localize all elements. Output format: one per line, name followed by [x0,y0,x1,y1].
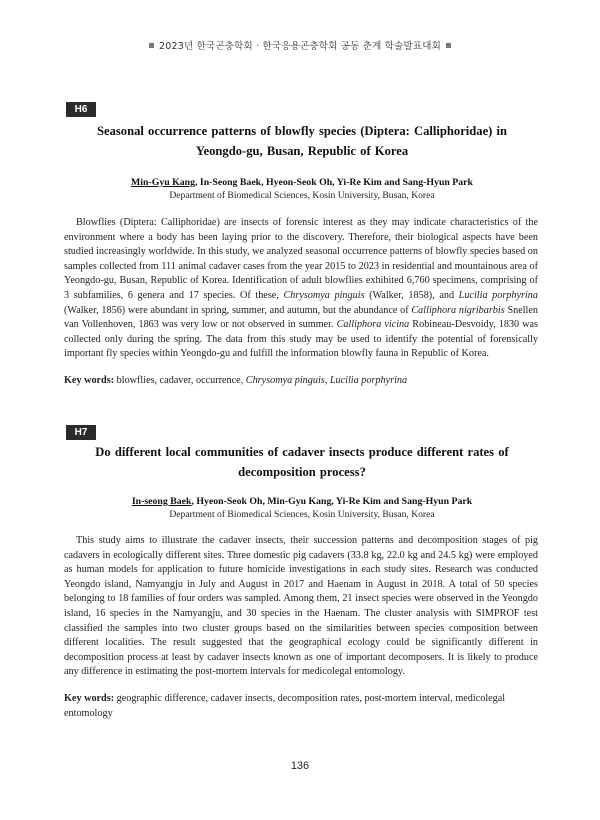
presenting-author: In-seong Baek [131,496,192,507]
keywords-text: geographic difference, cadaver insects, decomposition rates, post-mortem interval, medicolegal entomology [64,693,506,719]
abstract-title [66,121,538,161]
conference-header [0,38,600,52]
body-text: (Walker, 1858), and [364,289,459,301]
author-list [66,176,538,189]
title-line: decomposition process? [238,465,366,479]
species-name: Chrysomya pinguis [283,289,365,301]
keywords-label: Key words: [64,375,115,386]
body-text: Blowflies (Diptera: Calliphoridae) are insects of forensic interest as they may indicate characteristics of the environment where a body has been laying prior to the discovery. Therefore, their biological aspects have been studied increasingly worldwide. In this study, we analyzed seasonal occurrence patterns of blowfly species based on samples collected from 111 animal cadaver cases from the year 2015 to 2023 in residential and mountainous area of Yeongdo-gu, Busan, Republic of Korea. Identification of adult blowflies exhibited 6,760 specimens, comprising of 3 subfamilies, 6 genera and 17 species. Of these, [64,217,538,301]
square-bullet-icon [149,43,154,48]
species-name: Calliphora nigribarbis [411,304,505,316]
keywords [64,692,538,721]
co-authors: , Hyeon-Seok Oh, Min-Gyu Kang, Yi-Re Kim and Sang-Hyun Park [191,496,473,507]
species-name: Chrysomya pinguis [245,375,325,386]
author-list [66,495,538,508]
abstract-body: This study aims to illustrate the cadaver insects, their succession patterns and decomposition stages of pig cadavers in ecologically different sites. Three domestic pig cadavers (33.8 kg, 22.0 kg and 24.5 kg) were employed as human models for application to future homicide investigations in each study sites. Research was conducted Yeongdo island, Namyangju in July and August in 2017 and Haenam in August in 2018. A total of 50 species belonging to 18 families of four orders was sampled. Among them, 21 insect species were observed in the Yeongdo island, 16 species in the Namyangju, and 30 species in the Haenam. The cluster analysis with SIMPROF test classified the samples into two cluster groups based on the similarities between species composition between different localities. The result suggested that the geographical ecology could be significantly different in decomposition process at least by cadaver insects known as one of important decomposers. It is likely to produce any difference in estimating the post-mortem intervals for medicolegal entomology. [64,535,538,678]
title-line: Do different local communities of cadaver insects produce different rates of [95,445,509,459]
affiliation: Department of Biomedical Sciences, Kosin University, Busan, Korea [169,190,435,201]
page-number: 136 [290,760,310,772]
species-name: Lucilia porphyrina [458,289,538,301]
title-line: Yeongdo-gu, Busan, Republic of Korea [195,144,409,158]
presenting-author: Min-Gyu Kang [131,177,195,188]
keywords [64,374,538,389]
square-bullet-icon [446,43,451,48]
abstract-body [64,216,538,362]
title-line: Seasonal occurrence patterns of blowfly species (Diptera: Calliphoridae) in [96,124,508,138]
body-text: Robineau-Desvoidy, 1830 was collected only during the spring. The data from this study may be used to identify the potential of forensically important fly species within Yeongdo-gu and fulfill the information blowfly fauna in Republic of Korea. [64,319,538,360]
keywords-text: blowflies, cadaver, occurrence, [114,375,246,386]
abstract-title [66,442,538,482]
abstract-code-badge: H6 [66,102,96,117]
conference-title: 2023년 한국곤충학회 · 한국응용곤충학회 공동 춘계 학술발표대회 [159,41,441,52]
species-name: Lucilia porphyrina [329,375,408,386]
abstract-code-badge: H7 [66,425,96,440]
species-name: Calliphora vicina [336,319,410,331]
body-text: Snellen van Vollenhoven, 1863 was very low or not observed in summer. [64,304,538,331]
body-text: (Walker, 1856) were abundant in spring, summer, and autumn, but the abundance of [64,304,412,316]
keywords-label: Key words: [64,693,115,704]
keywords-text: , [324,375,330,386]
co-authors: , In-Seong Baek, Hyeon-Seok Oh, Yi-Re Kim and Sang-Hyun Park [194,177,473,188]
affiliation: Department of Biomedical Sciences, Kosin University, Busan, Korea [169,509,435,520]
